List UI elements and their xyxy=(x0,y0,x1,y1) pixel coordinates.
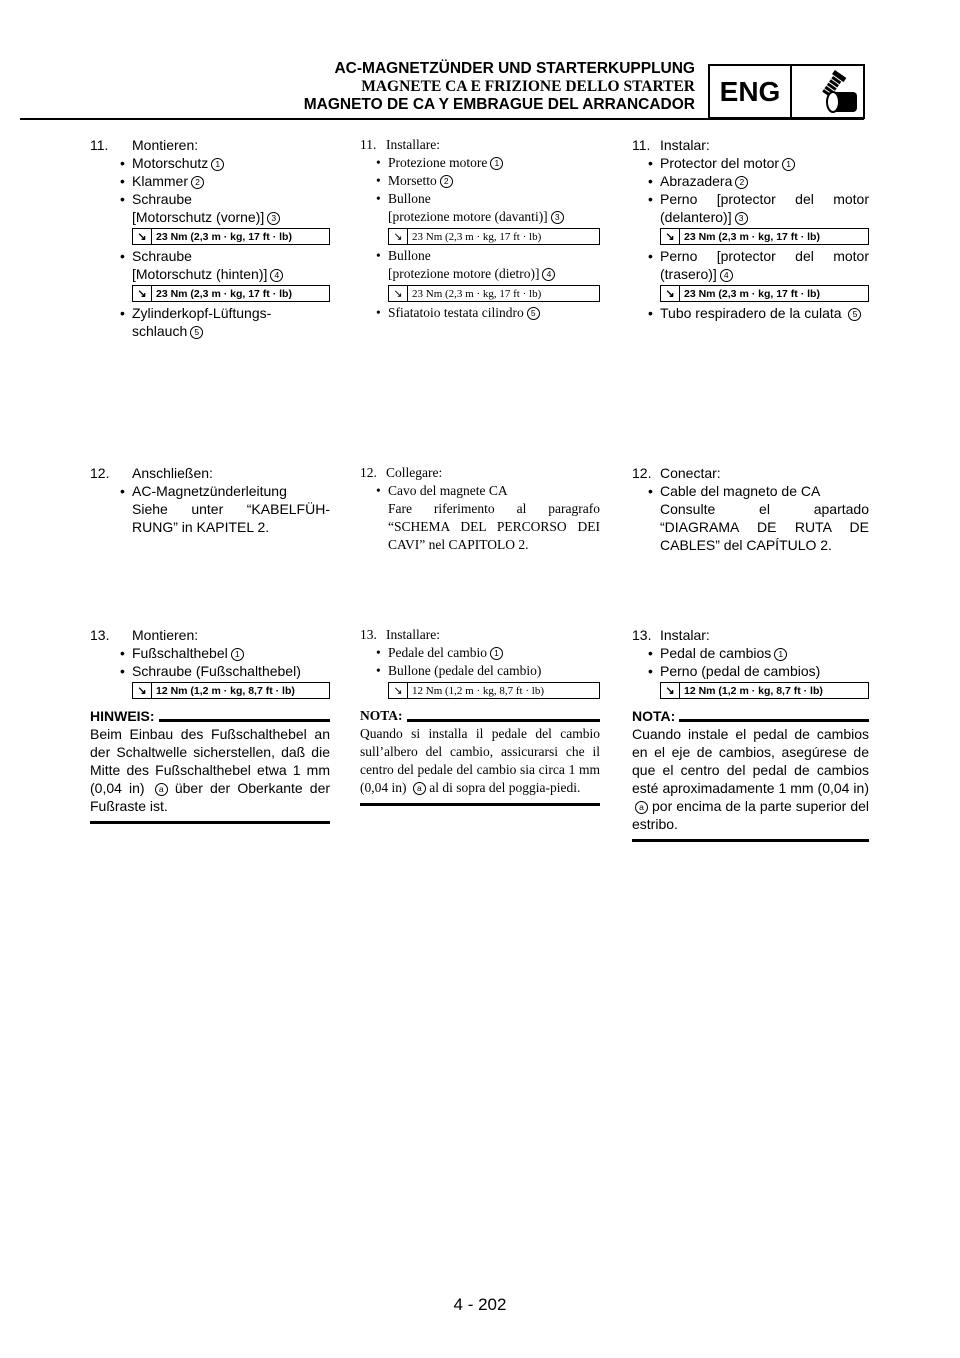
callout-3: 3 xyxy=(267,212,280,225)
callout-3: 3 xyxy=(735,212,748,225)
de-step-11: 11. Montieren: • Motorschutz 1 • Klammer 2 • Schraube [Motorschutz (vorne)] 3 ↘ 23 Nm (2,3 m · kg, 17 ft · lb) • Schraube [Motorschutz (hinten)] 4 ↘ 23 Nm (2,3 m · kg, 17 ft · lb) • Zylinderkopf-Lüftungs- schlauch 5 xyxy=(90,136,330,340)
es-step-12: 12. Conectar: • Cable del magneto de CA Consulte el apartado “DIAGRAMA DE RUTA DE CABLES” del CAPÍTULO 2. xyxy=(632,465,869,553)
callout-5: 5 xyxy=(848,308,861,321)
callout-5: 5 xyxy=(527,307,540,320)
it-step-13: 13. Installare: • Pedale del cambio 1 • Bullone (pedale del cambio) ↘ 12 Nm (1,2 m · kg, 8,7 ft · lb) NOTA: Quando si installa il pedale del cambio sull’albero del cambio, assicurarsi che il centro del pedale del cambio sia circa 1 mm (0,04 in) a al di sopra del poggia-piedi. xyxy=(360,626,600,806)
torque-spec: ↘ 23 Nm (2,3 m · kg, 17 ft · lb) xyxy=(388,228,600,245)
note-box: HINWEIS: Beim Einbau des Fußschalthebel an der Schaltwelle sicherstellen, daß die Mitte des Fußschalthebel etwa 1 mm (0,04 in) a über der Oberkante der Fußraste ist. xyxy=(90,707,330,824)
it-step-11: 11. Installare: • Protezione motore 1 • Morsetto 2 • Bullone [protezione motore (davanti)] 3 ↘ 23 Nm (2,3 m · kg, 17 ft · lb) • Bullone [protezione motore (dietro)] 4 ↘ 23 Nm (2,3 m · kg, 17 ft · lb) • Sfiatatoio testata cilindro 5 xyxy=(360,136,600,322)
note-box: NOTA: Quando si installa il pedale del cambio sull’albero del cambio, assicurarsi che il centro del pedale del cambio sia circa 1 mm (0,04 in) a al di sopra del poggia-piedi. xyxy=(360,707,600,806)
torque-spec: ↘ 23 Nm (2,3 m · kg, 17 ft · lb) xyxy=(660,228,869,245)
torque-spec: ↘ 12 Nm (1,2 m · kg, 8,7 ft · lb) xyxy=(388,682,600,699)
callout-3: 3 xyxy=(551,211,564,224)
callout-1: 1 xyxy=(231,648,244,661)
header-title-de: AC-MAGNETZÜNDER UND STARTERKUPPLUNG xyxy=(334,60,695,77)
section-badge xyxy=(708,64,865,119)
callout-a: a xyxy=(635,801,648,814)
header-title-it: MAGNETE CA E FRIZIONE DELLO STARTER xyxy=(361,78,695,95)
torque-wrench-icon: ↘ xyxy=(661,229,680,244)
callout-2: 2 xyxy=(735,176,748,189)
engine-wrench-icon xyxy=(792,66,863,117)
torque-wrench-icon: ↘ xyxy=(133,683,152,698)
torque-spec: ↘ 23 Nm (2,3 m · kg, 17 ft · lb) xyxy=(132,228,330,245)
callout-2: 2 xyxy=(191,176,204,189)
torque-wrench-icon: ↘ xyxy=(133,286,152,301)
callout-1: 1 xyxy=(490,157,503,170)
page-number: 4 - 202 xyxy=(453,1295,507,1314)
header-title-es: MAGNETO DE CA Y EMBRAGUE DEL ARRANCADOR xyxy=(303,96,695,113)
callout-2: 2 xyxy=(440,175,453,188)
torque-spec: ↘ 23 Nm (2,3 m · kg, 17 ft · lb) xyxy=(388,285,600,302)
torque-spec: ↘ 12 Nm (1,2 m · kg, 8,7 ft · lb) xyxy=(132,682,330,699)
callout-1: 1 xyxy=(782,158,795,171)
callout-5: 5 xyxy=(190,326,203,339)
note-box: NOTA: Cuando instale el pedal de cambios en el eje de cambios, asegúrese de que el centro del pedal de cambios esté aproximadamente 1 mm (0,04 in) a por encima de la parte superior del estribo. xyxy=(632,707,869,842)
torque-spec: ↘ 23 Nm (2,3 m · kg, 17 ft · lb) xyxy=(132,285,330,302)
callout-4: 4 xyxy=(270,269,283,282)
page-header xyxy=(200,60,695,114)
torque-spec: ↘ 23 Nm (2,3 m · kg, 17 ft · lb) xyxy=(660,285,869,302)
de-step-12: 12. Anschließen: • AC-Magnetzünderleitung Siehe unter “KABELFÜH- RUNG” in KAPITEL 2. xyxy=(90,465,330,535)
torque-spec: ↘ 12 Nm (1,2 m · kg, 8,7 ft · lb) xyxy=(660,682,869,699)
callout-1: 1 xyxy=(490,647,503,660)
de-step-13: 13. Montieren: • Fußschalthebel 1 • Schraube (Fußschalthebel) ↘ 12 Nm (1,2 m · kg, 8,7 ft · lb) HINWEIS: Beim Einbau des Fußschalthebel an der Schaltwelle sicherstellen, daß die Mitte des Fußschalthebel etwa 1 mm (0,04 in) a über der Oberkante der Fußraste ist. xyxy=(90,626,330,824)
callout-4: 4 xyxy=(542,268,555,281)
torque-wrench-icon: ↘ xyxy=(661,286,680,301)
torque-wrench-icon: ↘ xyxy=(389,683,408,698)
callout-a: a xyxy=(413,782,426,795)
torque-wrench-icon: ↘ xyxy=(133,229,152,244)
badge-label: ENG xyxy=(710,66,792,117)
es-step-11: 11. Instalar: • Protector del motor 1 • Abrazadera 2 • Perno [protector del motor (delantero)] 3 ↘ 23 Nm (2,3 m · kg, 17 ft · lb) • Perno [protector del motor (trasero)] 4 ↘ 23 Nm (2,3 m · kg, 17 ft · lb) • Tubo respiradero de la culata 5 xyxy=(632,137,869,321)
callout-4: 4 xyxy=(720,269,733,282)
it-step-12: 12. Collegare: • Cavo del magnete CA Fare riferimento al paragrafo “SCHEMA DEL PERCORSO DEI CAVI” nel CAPITOLO 2. xyxy=(360,465,600,552)
torque-wrench-icon: ↘ xyxy=(389,229,408,244)
torque-wrench-icon: ↘ xyxy=(661,683,680,698)
callout-a: a xyxy=(155,783,168,796)
callout-1: 1 xyxy=(211,158,224,171)
torque-wrench-icon: ↘ xyxy=(389,286,408,301)
es-step-13: 13. Instalar: • Pedal de cambios 1 • Perno (pedal de cambios) ↘ 12 Nm (1,2 m · kg, 8,7 ft · lb) NOTA: Cuando instale el pedal de cambios en el eje de cambios, asegúrese de que el centro del pedal de cambios esté aproximadamente 1 mm (0,04 in) a por encima de la parte superior del estribo. xyxy=(632,626,869,842)
header-rule xyxy=(20,118,864,120)
callout-1: 1 xyxy=(774,648,787,661)
